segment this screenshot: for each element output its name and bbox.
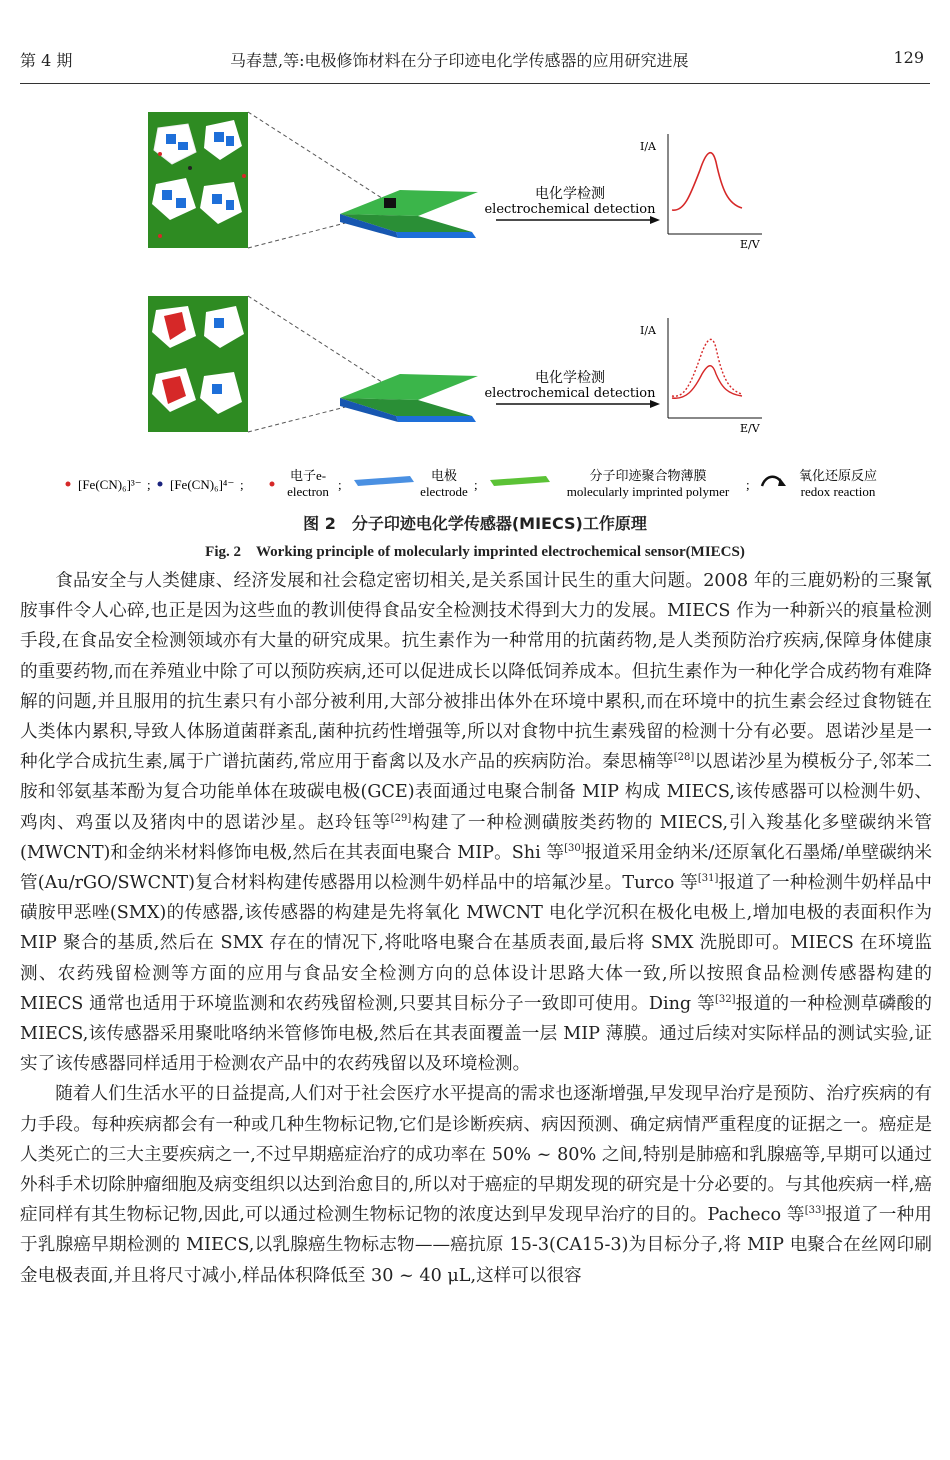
cv-plot-bottom bbox=[640, 318, 762, 435]
legend-electron-zh: 电子e- bbox=[289, 468, 327, 483]
running-header bbox=[20, 0, 930, 84]
legend-electrode-zh: 电极 bbox=[430, 468, 458, 483]
arrow-label-zh-top: 电化学检测 bbox=[535, 186, 605, 202]
citation: [32] bbox=[714, 993, 736, 1005]
x-axis-label-bottom: E/V bbox=[740, 422, 760, 435]
body-text bbox=[20, 566, 932, 1291]
legend-redox-en: redox reaction bbox=[800, 484, 876, 499]
legend-electrode-swatch bbox=[354, 476, 414, 486]
paragraph-1: 食品安全与人类健康、经济发展和社会稳定密切相关,是关系国计民生的重大问题。2008 年的三鹿奶粉的三聚氰胺事件令人心碎,也正是因为这些血的教训使得食品安全检测技术得到大力的发展。MIECS 作为一种新兴的痕量检测手段,在食品安全检测领域亦有大量的研究成果。抗生素作为一种常用的抗菌药物,是人类预防治疗疾病,保障身体健康的重要药物,而在养殖业中除了可以预防疾病,还可以促进成长以降低饲养成本。但抗生素作为一种化学合成药物有难降解的问题,并且服用的抗生素只有小部分被利用,大部分被排出体外在环境中累积,而在环境中的抗生素会经过食物链在人类体内累积,导致人体肠道菌群紊乱,菌种抗药性增强等,所以对食物中抗生素残留的检测十分有必要。恩诺沙星是一种化学合成抗生素,属于广谱抗菌药,常应用于畜禽以及水产品的疾病防治。秦思楠等[28]以恩诺沙星为模板分子,邻苯二胺和邻氨基苯酚为复合功能单体在玻碳电极(GCE)表面通过电聚合制备 MIP 构成 MIECS,该传感器可以检测牛奶、鸡肉、鸡蛋以及猪肉中的恩诺沙星。赵玲钰等[29]构建了一种检测磺胺类药物的 MIECS,引入羧基化多壁碳纳米管(MWCNT)和金纳米材料修饰电极,然后在其表面电聚合 MIP。Shi 等[30]报道采用金纳米/还原氧化石墨烯/单壁碳纳米管(Au/rGO/SWCNT)复合材料构建传感器用以检测牛奶样品中的培氟沙星。Turco 等[31]报道了一种检测牛奶样品中磺胺甲恶唑(SMX)的传感器,该传感器的构建是先将氧化 MWCNT 电化学沉积在极化电极上,增加电极的表面积作为 MIP 聚合的基质,然后在 SMX 存在的情况下,将吡咯电聚合在基质表面,最后将 SMX 洗脱即可。MIECS 在环境监测、农药残留检测等方面的应用与食品安全检测方向的总体设计思路大体一致,所以按照食品检测传感器构建的 MIECS 通常也适用于环境监测和农药残留检测,只要其目标分子一致即可使用。Ding 等[32]报道的一种检测草磷酸的 MIECS,该传感器采用聚吡咯纳米管修饰电极,然后在其表面覆盖一层 MIP 薄膜。通过后续对实际样品的测试实验,证实了该传感器同样适用于检测农产品中的农药残留以及环境检测。 bbox=[20, 571, 933, 1075]
legend bbox=[66, 468, 878, 499]
x-axis-label-top: E/V bbox=[740, 238, 760, 251]
svg-text:;: ; bbox=[746, 477, 750, 492]
citation: [28] bbox=[673, 752, 695, 764]
legend-fe3: [Fe(CN)₆]³⁻ bbox=[78, 477, 142, 492]
svg-text:;: ; bbox=[240, 477, 244, 492]
y-axis-label-bottom: I/A bbox=[640, 324, 656, 337]
y-axis-label-top: I/A bbox=[640, 140, 656, 153]
electrode-bottom bbox=[340, 374, 478, 422]
arrow-label-zh-bottom: 电化学检测 bbox=[535, 370, 605, 386]
svg-text:;: ; bbox=[338, 477, 342, 492]
figure-caption-en: Fig. 2 Working principle of molecularly imprinted electrochemical sensor(MIECS) bbox=[205, 544, 745, 560]
cv-plot-top bbox=[640, 134, 762, 251]
legend-mip-swatch bbox=[490, 476, 550, 486]
page-number: 129 bbox=[893, 48, 924, 67]
legend-mip-zh: 分子印迹聚合物薄膜 bbox=[589, 468, 707, 483]
issue-number: 第 4 期 bbox=[20, 51, 73, 70]
arrow-label-en-top: electrochemical detection bbox=[484, 202, 656, 217]
legend-fe4: [Fe(CN)₆]⁴⁻ bbox=[170, 477, 235, 492]
legend-mip-en: molecularly imprinted polymer bbox=[566, 484, 730, 499]
citation: [33] bbox=[804, 1205, 826, 1217]
running-title: 马春慧,等:电极修饰材料在分子印迹电化学传感器的应用研究进展 bbox=[230, 51, 689, 70]
citation: [29] bbox=[390, 812, 412, 824]
svg-text:;: ; bbox=[147, 477, 151, 492]
miecs-diagram bbox=[0, 86, 950, 516]
figure-2 bbox=[0, 86, 950, 516]
arrow-label-en-bottom: electrochemical detection bbox=[484, 386, 656, 401]
figure-caption-zh: 图 2 分子印迹电化学传感器(MIECS)工作原理 bbox=[303, 514, 647, 533]
paragraph-2: 随着人们生活水平的日益提高,人们对于社会医疗水平提高的需求也逐渐增强,早发现早治疗是预防、治疗疾病的有力手段。每种疾病都会有一种或几种生物标记物,它们是诊断疾病、病因预测、确定病情严重程度的证据之一。癌症是人类死亡的三大主要疾病之一,不过早期癌症治疗的成功率在 50% ~ 80% 之间,特别是肺癌和乳腺癌等,早期可以通过外科手术切除肿瘤细胞及病变组织以达到治愈目的,所以对于癌症的早期发现的研究是十分必要的。与其他疾病一样,癌症同样有其生物标记物,因此,可以通过检测生物标记物的浓度达到早发现早治疗的目的。Pacheco 等[33]报道了一种用于乳腺癌早期检测的 MIECS,以乳腺癌生物标志物——癌抗原 15-3(CA15-3)为目标分子,将 MIP 电聚合在丝网印刷金电极表面,并且将尺寸减小,样品体积降低至 30 ~ 40 μL,这样可以很容 bbox=[20, 1084, 932, 1286]
svg-text:;: ; bbox=[474, 477, 478, 492]
electrode-top bbox=[340, 190, 478, 238]
citation: [30] bbox=[564, 842, 585, 854]
citation: [31] bbox=[697, 873, 719, 885]
legend-redox-zh: 氧化还原反应 bbox=[798, 468, 878, 483]
legend-electrode-en: electrode bbox=[420, 484, 468, 499]
legend-electron-en: electron bbox=[287, 484, 329, 499]
